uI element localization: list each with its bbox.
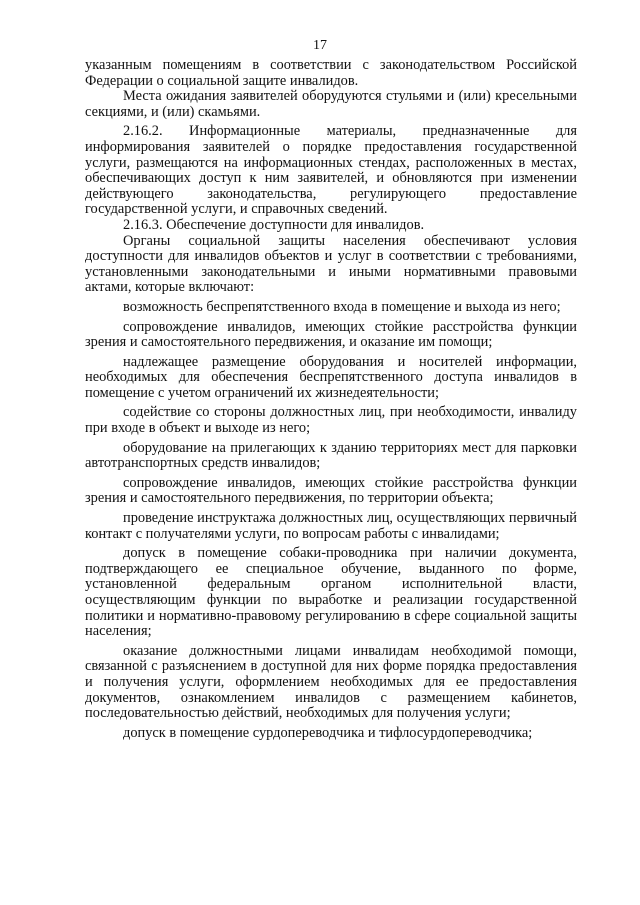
list-item-equipment-placement: надлежащее размещение оборудования и носителей информации, необходимых для обеспечения беспрепятственного доступа инвалидов в помещение с учетом ограничений их жизнедеятельности; (85, 353, 577, 401)
list-item-sign-interpreter: допуск в помещение сурдопереводчика и тифлосурдопереводчика; (123, 724, 533, 741)
list-item-guide-dog: допуск в помещение собаки-проводника при наличии документа, подтверждающего ее специальное обучение, выданного по форме, установленной федеральным органом исполнительной власти, осуществляющим функции по выработке и реализации государственной политики и нормативно-правовому регулированию в сфере социальной защиты населения; (85, 545, 577, 640)
list-item-parking: оборудование на прилегающих к зданию территориях мест для парковки автотранспортных средств инвалидов; (85, 439, 577, 472)
list-item-escort-assistance: сопровождение инвалидов, имеющих стойкие расстройства функции зрения и самостоятельного передвижения, и оказание им помощи; (85, 318, 577, 351)
list-item-free-entry: возможность беспрепятственного входа в помещение и выхода из него; (123, 298, 561, 315)
paragraph-continuation: указанным помещениям в соответствии с законодательством Российской Федерации о социальной защите инвалидов. (85, 57, 577, 89)
list-item-explanation-help: оказание должностными лицами инвалидам необходимой помощи, связанной с разъяснением в доступной для них форме порядка предоставления и получения услуги, оформлением необходимых для ее предоставления документов, ознакомлением инвалидов с размещением кабинетов, последовательностью действий, необходимых для получения услуги; (85, 642, 577, 722)
list-item-staff-assistance: содействие со стороны должностных лиц, при необходимости, инвалиду при входе в объект и выходе из него; (85, 404, 577, 437)
list-item-staff-briefing: проведение инструктажа должностных лиц, осуществляющих первичный контакт с получателями услуги, по вопросам работы с инвалидами; (85, 510, 577, 542)
paragraph-2-16-3-heading: 2.16.3. Обеспечение доступности для инвалидов. (123, 216, 425, 233)
page-number: 17 (313, 38, 327, 53)
paragraph-2-16-2: 2.16.2. Информационные материалы, предназначенные для информирования заявителей о порядке предоставления государственной услуги, размещаются на информационных стендах, расположенных в местах, обеспечивающих доступ к ним заявителей, и обновляются при изменении действующего законодательства, регулирующего предоставление государственной услуги, и справочных сведений. (85, 123, 577, 218)
paragraph-waiting-places: Места ожидания заявителей оборудуются стульями и (или) кресельными секциями, и (или) скамьями. (85, 88, 577, 120)
paragraph-social-protection-bodies: Органы социальной защиты населения обеспечивают условия доступности для инвалидов объектов и услуг в соответствии с требованиями, установленными законодательными и иными нормативными правовыми актами, которые включают: (85, 232, 577, 296)
body-text (85, 58, 577, 741)
list-item-escort-territory: сопровождение инвалидов, имеющих стойкие расстройства функции зрения и самостоятельного передвижения, по территории объекта; (85, 474, 577, 507)
